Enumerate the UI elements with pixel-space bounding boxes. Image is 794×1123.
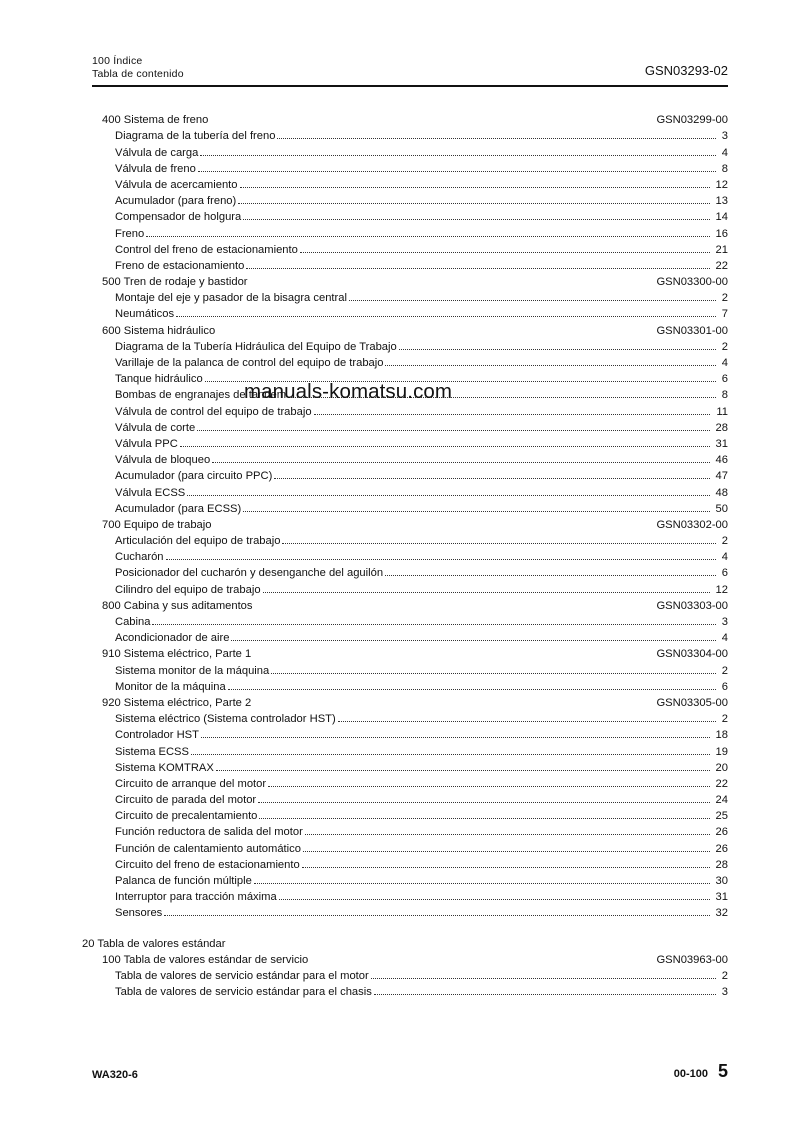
dot-leader bbox=[146, 236, 709, 237]
toc-entry[interactable] bbox=[82, 903, 728, 919]
toc-entry[interactable] bbox=[82, 982, 728, 998]
entry-page-number: 13 bbox=[715, 195, 728, 208]
dot-leader bbox=[282, 543, 715, 544]
entry-title: Acumulador (para circuito PPC) bbox=[115, 470, 273, 483]
entry-title: Válvula de corte bbox=[115, 421, 196, 434]
toc-entry[interactable] bbox=[82, 191, 728, 207]
entry-title: Sistema eléctrico (Sistema controlador HST) bbox=[115, 713, 336, 726]
toc-entry[interactable] bbox=[82, 223, 728, 239]
entry-title: Válvula de control del equipo de trabajo bbox=[115, 405, 312, 418]
toc-entry[interactable] bbox=[82, 337, 728, 353]
entry-title: Sistema monitor de la máquina bbox=[115, 664, 270, 677]
entry-title: Válvula de carga bbox=[115, 146, 199, 159]
toc-entry[interactable] bbox=[82, 966, 728, 982]
dot-leader bbox=[166, 559, 716, 560]
entry-page-number: 18 bbox=[715, 729, 728, 742]
toc-entry[interactable] bbox=[82, 288, 728, 304]
toc-entry[interactable] bbox=[82, 499, 728, 515]
dot-leader bbox=[240, 187, 710, 188]
header-section: 100 Índice bbox=[92, 55, 143, 67]
toc-entry[interactable] bbox=[82, 628, 728, 644]
entry-title: Controlador HST bbox=[115, 729, 199, 742]
dot-leader bbox=[243, 511, 709, 512]
entry-page-number: 4 bbox=[721, 551, 728, 564]
dot-leader bbox=[198, 171, 716, 172]
dot-leader bbox=[399, 349, 716, 350]
entry-title: Sistema KOMTRAX bbox=[115, 761, 214, 774]
entry-page-number: 2 bbox=[721, 535, 728, 548]
entry-page-number: 14 bbox=[715, 211, 728, 224]
dot-leader bbox=[303, 851, 710, 852]
toc-section-heading bbox=[82, 693, 728, 709]
dot-leader bbox=[191, 754, 710, 755]
entry-page-number: 25 bbox=[715, 810, 728, 823]
table-of-contents bbox=[82, 110, 728, 998]
entry-title: Sensores bbox=[115, 907, 163, 920]
entry-page-number: 7 bbox=[721, 308, 728, 321]
toc-entry[interactable] bbox=[82, 207, 728, 223]
entry-page-number: 12 bbox=[715, 583, 728, 596]
entry-title: Tabla de valores de servicio estándar para el chasis bbox=[115, 986, 372, 999]
entry-page-number: 2 bbox=[721, 969, 728, 982]
toc-entry[interactable] bbox=[82, 871, 728, 887]
entry-page-number: 19 bbox=[715, 745, 728, 758]
entry-title: Válvula de acercamiento bbox=[115, 178, 238, 191]
toc-entry[interactable] bbox=[82, 304, 728, 320]
watermark-text: manuals-komatsu.com bbox=[244, 380, 453, 403]
entry-page-number: 47 bbox=[715, 470, 728, 483]
entry-page-number: 6 bbox=[721, 373, 728, 386]
entry-title: Función reductora de salida del motor bbox=[115, 826, 303, 839]
toc-entry[interactable] bbox=[82, 806, 728, 822]
section-document-code: GSN03301-00 bbox=[656, 324, 728, 337]
toc-entry[interactable] bbox=[82, 418, 728, 434]
entry-page-number: 21 bbox=[715, 243, 728, 256]
entry-title: Palanca de función múltiple bbox=[115, 875, 252, 887]
entry-title: Sistema ECSS bbox=[115, 745, 189, 758]
entry-title: Montaje del eje y pasador de la bisagra central bbox=[115, 292, 347, 305]
entry-page-number: 8 bbox=[721, 162, 728, 175]
section-title: 400 Sistema de freno bbox=[102, 114, 209, 127]
page-footer bbox=[92, 1061, 728, 1085]
toc-entry[interactable] bbox=[82, 563, 728, 579]
entry-page-number: 3 bbox=[721, 986, 728, 999]
dot-leader bbox=[152, 624, 715, 625]
entry-page-number: 48 bbox=[715, 486, 728, 499]
entry-title: Tabla de valores de servicio estándar para el motor bbox=[115, 969, 369, 982]
entry-page-number: 28 bbox=[715, 858, 728, 871]
toc-entry[interactable] bbox=[82, 774, 728, 790]
toc-section-heading bbox=[82, 272, 728, 288]
entry-page-number: 2 bbox=[721, 713, 728, 726]
toc-entry[interactable] bbox=[82, 126, 728, 142]
dot-leader bbox=[305, 834, 710, 835]
toc-entry[interactable] bbox=[82, 709, 728, 725]
entry-page-number: 6 bbox=[721, 567, 728, 580]
toc-entry[interactable] bbox=[82, 159, 728, 175]
entry-page-number: 8 bbox=[721, 389, 728, 402]
toc-entry[interactable] bbox=[82, 256, 728, 272]
dot-leader bbox=[164, 915, 709, 916]
header-document-code: GSN03293-02 bbox=[644, 63, 728, 78]
entry-page-number: 12 bbox=[715, 178, 728, 191]
entry-page-number: 3 bbox=[721, 616, 728, 628]
toc-entry[interactable] bbox=[82, 240, 728, 256]
entry-title: Varillaje de la palanca de control del equipo de trabajo bbox=[115, 357, 384, 369]
toc-section-heading bbox=[82, 596, 728, 612]
entry-page-number: 2 bbox=[721, 340, 728, 353]
entry-title: Freno de estacionamiento bbox=[115, 259, 245, 272]
entry-title: Interruptor para tracción máxima bbox=[115, 891, 277, 904]
entry-title: Circuito del freno de estacionamiento bbox=[115, 858, 300, 871]
toc-section-heading bbox=[82, 644, 728, 660]
toc-entry[interactable] bbox=[82, 790, 728, 806]
section-document-code: GSN03300-00 bbox=[656, 276, 728, 289]
dot-leader bbox=[302, 867, 710, 868]
entry-title: Control del freno de estacionamiento bbox=[115, 243, 298, 256]
dot-leader bbox=[259, 818, 709, 819]
dot-leader bbox=[201, 737, 710, 738]
dot-leader bbox=[216, 770, 710, 771]
toc-entry[interactable] bbox=[82, 175, 728, 191]
section-title: 910 Sistema eléctrico, Parte 1 bbox=[102, 648, 252, 661]
entry-title: Cucharón bbox=[115, 551, 164, 564]
dot-leader bbox=[197, 430, 709, 431]
entry-title: Neumáticos bbox=[115, 308, 175, 321]
toc-entry[interactable] bbox=[82, 466, 728, 482]
toc-section-heading bbox=[82, 950, 728, 966]
toc-entry[interactable] bbox=[82, 677, 728, 693]
dot-leader bbox=[338, 721, 716, 722]
entry-page-number: 16 bbox=[715, 227, 728, 240]
entry-title: Cabina bbox=[115, 616, 151, 628]
entry-page-number: 31 bbox=[715, 437, 728, 450]
entry-title: Articulación del equipo de trabajo bbox=[115, 535, 281, 548]
footer-page-info bbox=[674, 1061, 728, 1082]
toc-entry[interactable] bbox=[82, 547, 728, 563]
entry-page-number: 20 bbox=[715, 761, 728, 774]
dot-leader bbox=[385, 575, 716, 576]
dot-leader bbox=[231, 640, 715, 641]
toc-section-heading bbox=[82, 320, 728, 336]
dot-leader bbox=[180, 446, 710, 447]
dot-leader bbox=[254, 883, 710, 884]
entry-page-number: 4 bbox=[721, 357, 728, 369]
section-title: 800 Cabina y sus aditamentos bbox=[102, 599, 253, 612]
entry-page-number: 11 bbox=[716, 405, 728, 418]
dot-leader bbox=[238, 203, 709, 204]
section-title: 700 Equipo de trabajo bbox=[102, 518, 212, 531]
toc-entry[interactable] bbox=[82, 142, 728, 158]
entry-title: Función de calentamiento automático bbox=[115, 842, 301, 855]
toc-entry[interactable] bbox=[82, 531, 728, 547]
toc-entry[interactable] bbox=[82, 612, 728, 628]
dot-leader bbox=[279, 899, 710, 900]
section-document-code: GSN03305-00 bbox=[656, 696, 728, 709]
entry-page-number: 30 bbox=[715, 875, 728, 887]
dot-leader bbox=[258, 802, 709, 803]
footer-code: 00-100 bbox=[673, 1068, 708, 1080]
entry-title: Circuito de precalentamiento bbox=[115, 810, 258, 823]
dot-leader bbox=[385, 365, 715, 366]
entry-title: Circuito de arranque del motor bbox=[115, 777, 267, 790]
toc-chapter-heading: 20 Tabla de valores estándar bbox=[82, 937, 226, 950]
entry-title: Válvula de bloqueo bbox=[115, 454, 211, 467]
section-document-code: GSN03304-00 bbox=[656, 648, 728, 661]
section-document-code: GSN03302-00 bbox=[656, 518, 728, 531]
toc-section-heading bbox=[82, 110, 728, 126]
toc-entry[interactable] bbox=[82, 482, 728, 498]
entry-page-number: 22 bbox=[715, 777, 728, 790]
section-title: 500 Tren de rodaje y bastidor bbox=[102, 276, 248, 289]
entry-page-number: 26 bbox=[715, 826, 728, 839]
entry-page-number: 31 bbox=[715, 891, 728, 904]
entry-title: Circuito de parada del motor bbox=[115, 794, 257, 807]
toc-section-heading bbox=[82, 515, 728, 531]
dot-leader bbox=[371, 978, 716, 979]
section-document-code: GSN03303-00 bbox=[656, 599, 728, 612]
section-title: 920 Sistema eléctrico, Parte 2 bbox=[102, 696, 252, 709]
entry-page-number: 6 bbox=[721, 680, 728, 693]
entry-page-number: 4 bbox=[721, 632, 728, 645]
section-title: 100 Tabla de valores estándar de servicio bbox=[102, 953, 309, 966]
entry-page-number: 50 bbox=[715, 502, 728, 515]
entry-title: Bombas de engranajes de tandem bbox=[115, 389, 287, 402]
page-header bbox=[92, 52, 728, 87]
footer-page-number: 5 bbox=[717, 1061, 728, 1081]
dot-leader bbox=[243, 219, 709, 220]
toc-entry[interactable] bbox=[82, 758, 728, 774]
toc-entry[interactable] bbox=[82, 855, 728, 871]
entry-title: Acumulador (para ECSS) bbox=[115, 502, 242, 515]
toc-entry[interactable] bbox=[82, 725, 728, 741]
dot-leader bbox=[176, 316, 716, 317]
entry-title: Monitor de la máquina bbox=[115, 680, 226, 693]
dot-leader bbox=[277, 138, 715, 139]
entry-page-number: 24 bbox=[715, 794, 728, 807]
toc-entry[interactable] bbox=[82, 838, 728, 854]
dot-leader bbox=[268, 786, 709, 787]
dot-leader bbox=[314, 414, 711, 415]
toc-entry[interactable] bbox=[82, 434, 728, 450]
entry-title: Cilindro del equipo de trabajo bbox=[115, 583, 261, 596]
entry-title: Válvula PPC bbox=[115, 437, 178, 450]
dot-leader bbox=[349, 300, 716, 301]
header-subtitle: Tabla de contenido bbox=[92, 68, 184, 80]
entry-page-number: 2 bbox=[721, 664, 728, 677]
dot-leader bbox=[274, 478, 709, 479]
entry-page-number: 46 bbox=[715, 454, 728, 467]
toc-entry[interactable] bbox=[82, 741, 728, 757]
toc-entry[interactable] bbox=[82, 822, 728, 838]
dot-leader bbox=[187, 495, 709, 496]
entry-title: Compensador de holgura bbox=[115, 211, 242, 224]
entry-title: Diagrama de la Tubería Hidráulica del Equipo de Trabajo bbox=[115, 340, 397, 353]
dot-leader bbox=[246, 268, 709, 269]
dot-leader bbox=[263, 592, 710, 593]
entry-page-number: 26 bbox=[715, 842, 728, 855]
entry-title: Válvula ECSS bbox=[115, 486, 186, 499]
entry-title: Acumulador (para freno) bbox=[115, 195, 237, 208]
entry-page-number: 4 bbox=[721, 146, 728, 159]
entry-title: Freno bbox=[115, 227, 145, 240]
header-breadcrumb bbox=[92, 55, 184, 81]
entry-page-number: 2 bbox=[721, 292, 728, 305]
dot-leader bbox=[212, 462, 709, 463]
entry-title: Acondicionador de aire bbox=[115, 632, 230, 645]
toc-entry[interactable] bbox=[82, 579, 728, 595]
dot-leader bbox=[228, 689, 716, 690]
entry-page-number: 32 bbox=[715, 907, 728, 920]
footer-model: WA320-6 bbox=[92, 1069, 138, 1081]
toc-entry[interactable] bbox=[82, 660, 728, 676]
toc-entry[interactable] bbox=[82, 450, 728, 466]
entry-page-number: 22 bbox=[715, 259, 728, 272]
entry-title: Válvula de freno bbox=[115, 162, 196, 175]
entry-title: Tanque hidráulico bbox=[115, 373, 203, 386]
dot-leader bbox=[200, 155, 715, 156]
entry-title: Diagrama de la tubería del freno bbox=[115, 130, 276, 143]
toc-entry[interactable] bbox=[82, 887, 728, 903]
section-title: 600 Sistema hidráulico bbox=[102, 324, 216, 337]
entry-title: Posicionador del cucharón y desenganche del aguilón bbox=[115, 567, 384, 580]
dot-leader bbox=[271, 673, 716, 674]
toc-entry[interactable] bbox=[82, 353, 728, 369]
dot-leader bbox=[300, 252, 710, 253]
dot-leader bbox=[374, 994, 716, 995]
section-document-code: GSN03963-00 bbox=[656, 953, 728, 966]
section-document-code: GSN03299-00 bbox=[656, 114, 728, 127]
entry-page-number: 28 bbox=[715, 421, 728, 434]
entry-page-number: 3 bbox=[721, 130, 728, 143]
